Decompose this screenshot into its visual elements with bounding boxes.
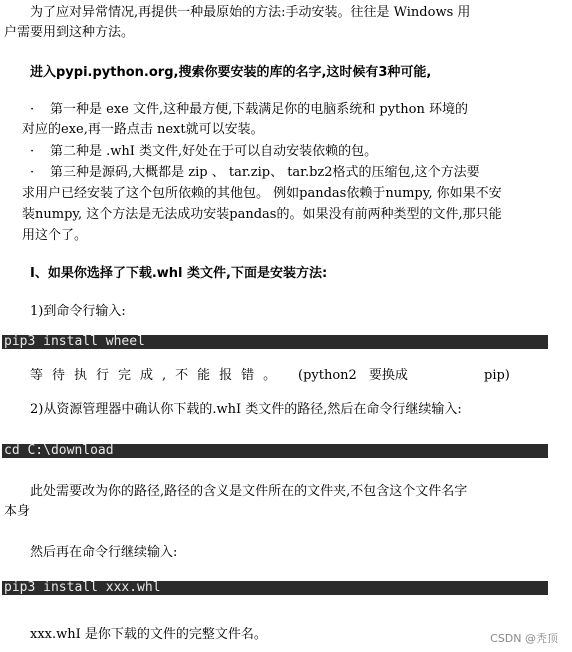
heading-whl-install: Ⅰ、如果你选择了下载.whl 类文件,下面是安装方法: (30, 266, 328, 281)
bullet-marker: · (30, 165, 35, 180)
list-item-source (30, 163, 480, 183)
code-block-install-whl: pip3 install xxx.whl (2, 581, 548, 595)
list-item-source-cont-1: 求用户已经安装了这个包所依赖的其他包。 例如pandas依赖于numpy, 你如果不安 (22, 186, 502, 201)
list-item-exe-cont: 对应的exe,再一路点击 next就可以安装。 (22, 122, 264, 137)
step-3-text: 然后再在命令行继续输入: (30, 545, 178, 560)
intro-line-1: 为了应对异常情况,再提供一种最原始的方法:手动安装。往往是 Windows 用 (30, 5, 471, 20)
note-path-line-2: 本身 (4, 504, 31, 519)
heading-three-possibilities: 进入pypi.python.org,搜索你要安装的库的名字,这时候有3种可能, (30, 65, 432, 80)
list-item-text: 第二种是 .whI 类文件,好处在于可以自动安装依赖的包。 (50, 144, 378, 159)
note-path-line-1: 此处需要改为你的路径,路径的含义是文件所在的文件夹,不包含这个文件名字 (30, 484, 468, 499)
note-python2-open: (python2 要换成 (298, 368, 408, 383)
intro-line-2: 户需要用到这种方法。 (4, 25, 135, 40)
list-item-source-cont-3: 用这个了。 (22, 228, 88, 243)
bullet-marker: · (30, 144, 35, 159)
list-item-source-cont-2: 装numpy, 这个方法是无法成功安装pandas的。如果没有前两种类型的文件,那只能 (22, 207, 502, 222)
list-item-text: 第三种是源码,大概都是 zip 、 tar.zip、 tar.bz2格式的压缩包,这个方法要 (50, 165, 480, 180)
csdn-watermark: CSDN @秃顶 (490, 632, 558, 645)
list-item-whl (30, 142, 377, 162)
note-no-errors-text: 等待执行完成,不能报错。 (30, 368, 286, 383)
list-item-text: 第一种是 exe 文件,这种最方便,下载满足你的电脑系统和 python 环境的 (50, 102, 468, 117)
note-python2-close: pip) (484, 368, 510, 383)
code-block-cd: cd C:\download (2, 444, 548, 458)
step-1-text: 1)到命令行输入: (30, 304, 126, 319)
code-block-install-wheel: pip3 install wheel (2, 335, 548, 349)
bullet-marker: · (30, 102, 35, 117)
step-2-text: 2)从资源管理器中确认你下载的.whI 类文件的路径,然后在命令行继续输入: (30, 402, 462, 417)
note-filename: xxx.whI 是你下载的文件的完整文件名。 (30, 627, 267, 642)
list-item-exe (30, 100, 468, 120)
